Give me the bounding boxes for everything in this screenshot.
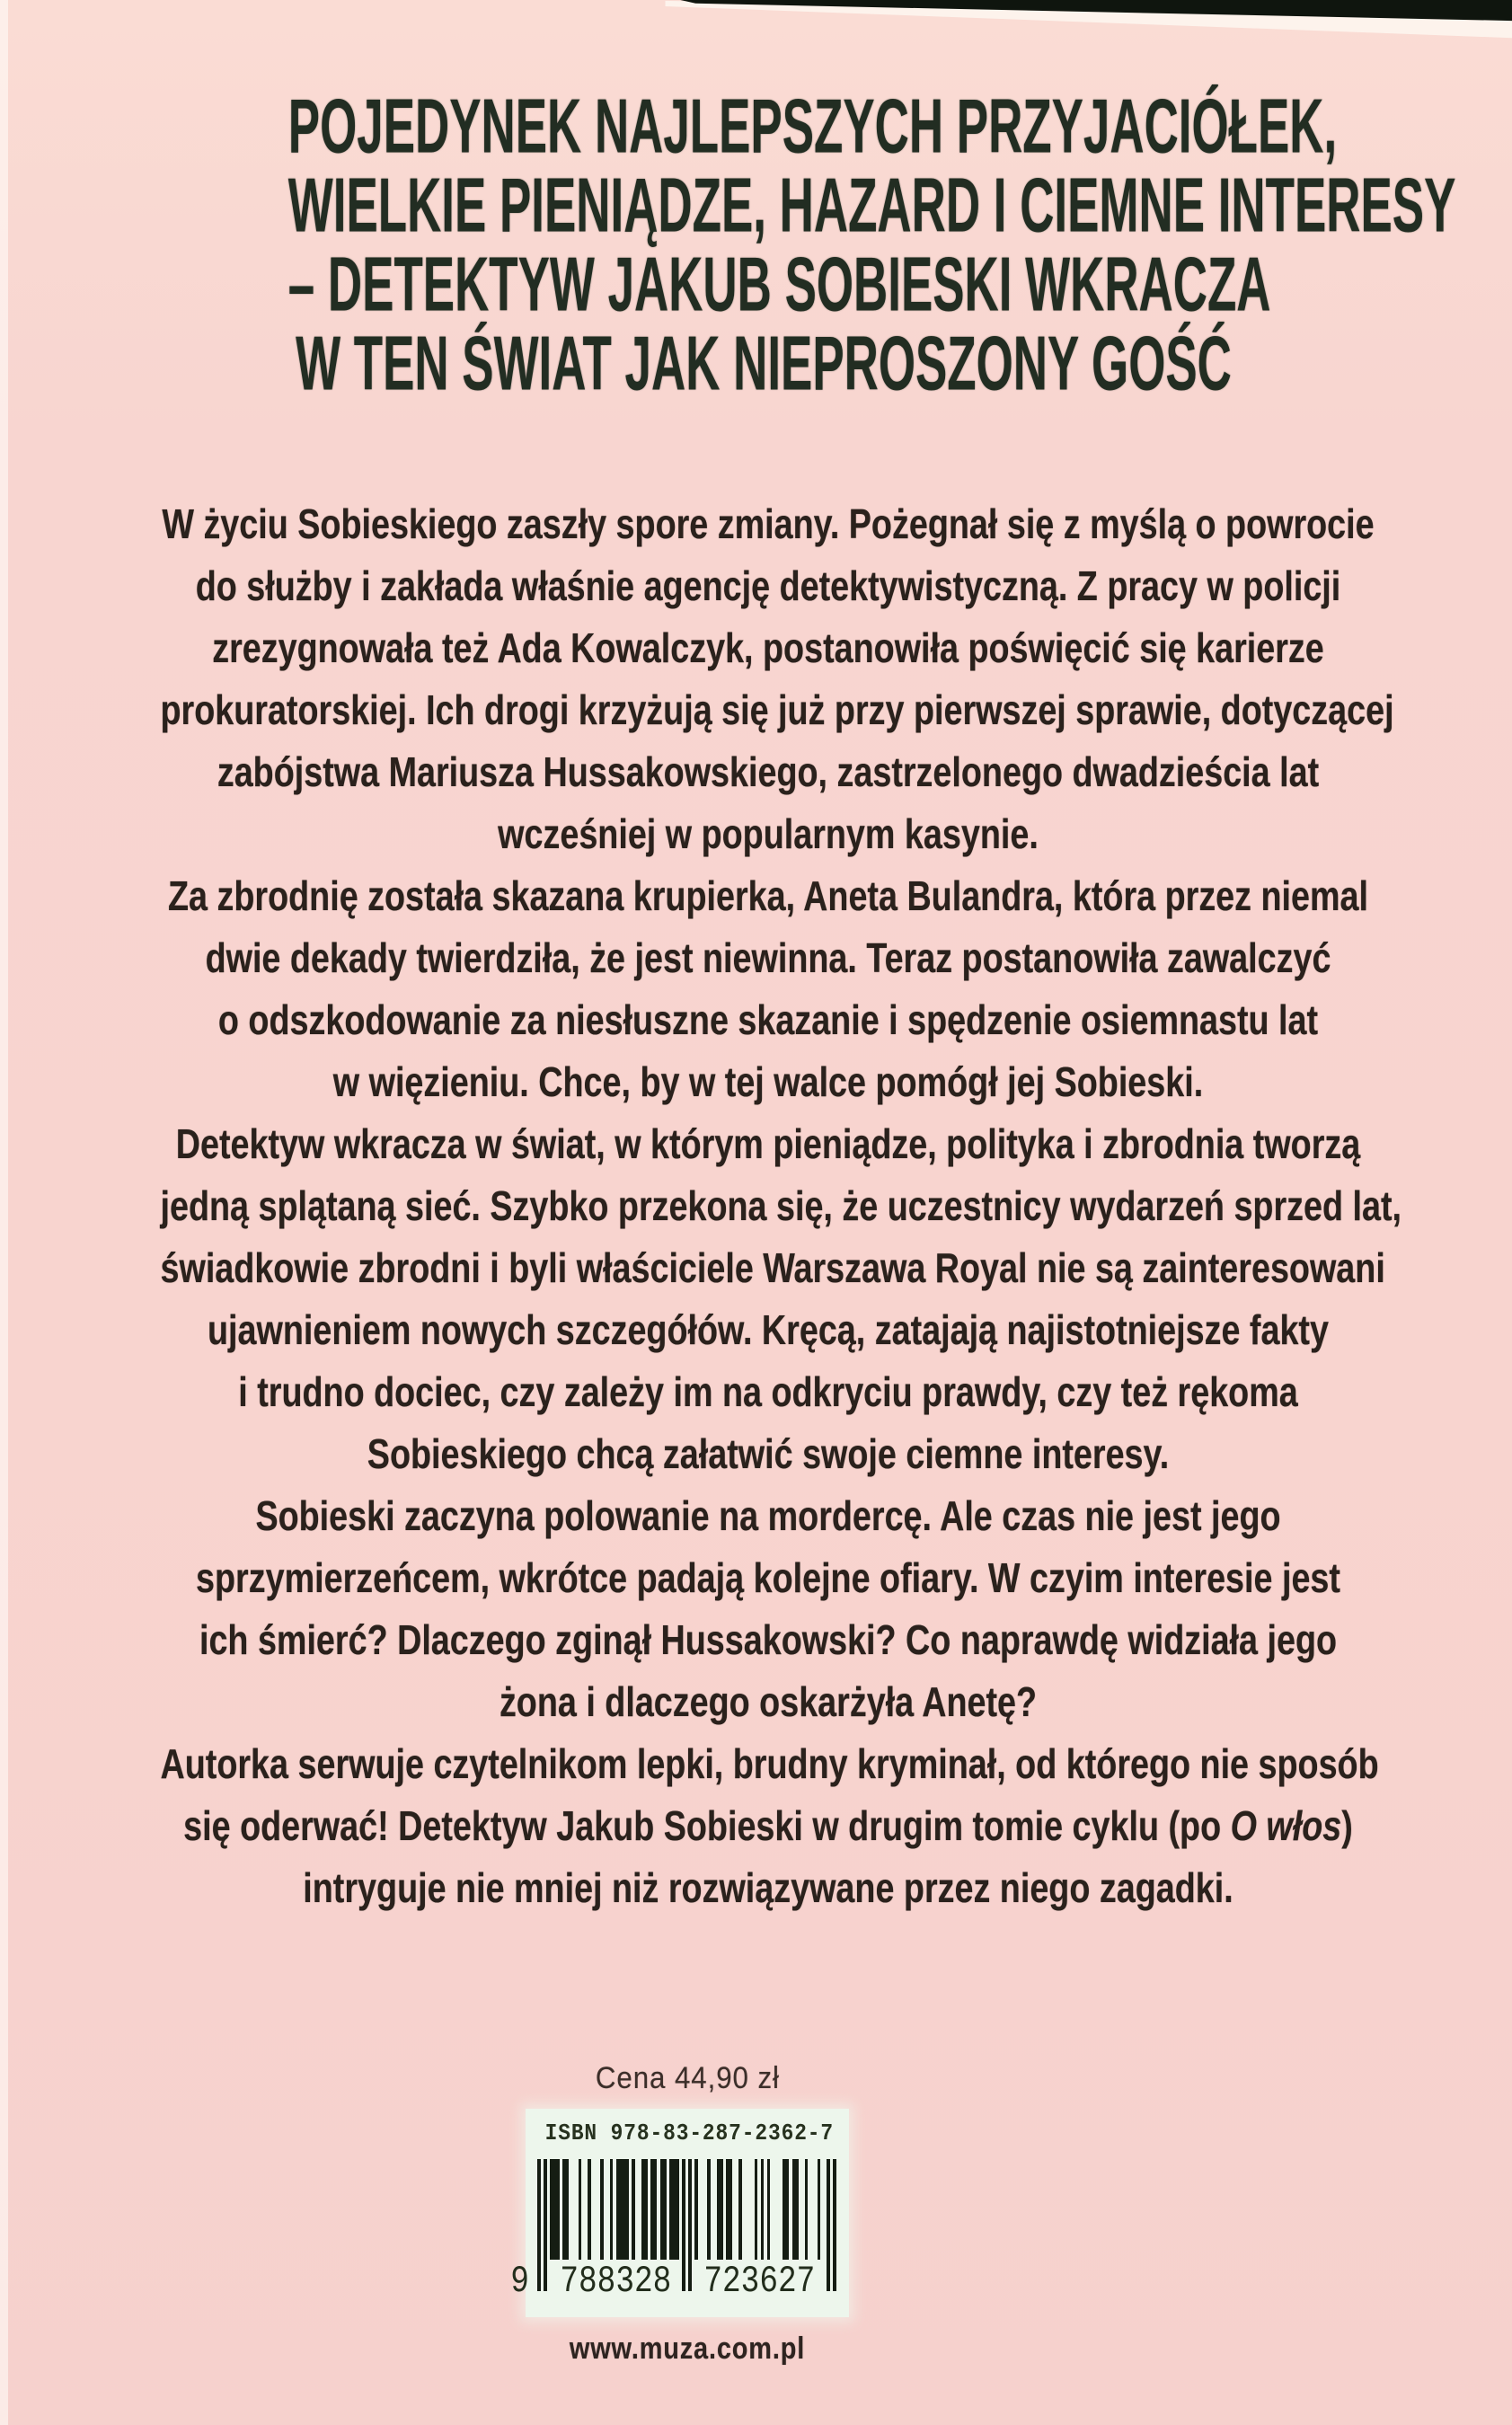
body-line: Detektyw wkracza w świat, w którym pieniądze, polityka i zbrodnia tworzą xyxy=(175,1120,1361,1167)
body-line: Sobieski zaczyna polowanie na mordercę. Ale czas nie jest jego xyxy=(255,1492,1281,1539)
body-line: intryguje nie mniej niż rozwiązywane przez niego zagadki. xyxy=(303,1864,1233,1911)
barcode-digits-left: 788328 xyxy=(560,2260,672,2303)
body-line: zabójstwa Mariusza Hussakowskiego, zastrzelonego dwadzieścia lat xyxy=(217,748,1320,795)
body-line: ujawnieniem nowych szczegółów. Kręcą, zatajają najistotniejsze fakty xyxy=(208,1306,1329,1353)
body-line: Autorka serwuje czytelnikom lepki, brudny kryminał, od którego nie sposób xyxy=(160,1740,1379,1787)
barcode-bar xyxy=(827,2159,830,2291)
body-line: o odszkodowanie za niesłuszne skazanie i spędzenie osiemnastu lat xyxy=(217,996,1319,1043)
barcode-bar xyxy=(726,2159,732,2260)
cover-left-edge-highlight xyxy=(0,0,8,2425)
barcode-digits-right: 723627 xyxy=(703,2260,816,2303)
barcode-bar xyxy=(650,2159,657,2260)
body-line: prokuratorskiej. Ich drogi krzyżują się już przy pierwszej sprawie, dotyczącej xyxy=(160,686,1394,733)
body-line: sprzymierzeńcem, wkrótce padają kolejne ofiary. W czyim interesie jest xyxy=(196,1554,1340,1601)
barcode-digit-lead: 9 xyxy=(510,2260,529,2303)
barcode-bar xyxy=(537,2159,541,2291)
barcode-bar xyxy=(550,2159,560,2260)
body-line: Za zbrodnię została skazana krupierka, Aneta Bulandra, która przez niemal xyxy=(168,872,1368,919)
body-line: do służby i zakłada właśnie agencję detektywistyczną. Z pracy w policji xyxy=(195,562,1341,609)
barcode-bar xyxy=(755,2159,758,2260)
paragraph xyxy=(27,865,1509,1113)
barcode-bar xyxy=(588,2159,591,2260)
synopsis-text xyxy=(27,493,1509,1919)
body-line: wcześniej w popularnym kasynie. xyxy=(498,810,1039,857)
body-line: jedną splątaną sieć. Szybko przekona się, że uczestnicy wydarzeń sprzed lat, xyxy=(160,1182,1401,1229)
barcode-bar xyxy=(616,2159,629,2260)
barcode-bar xyxy=(694,2159,698,2260)
barcode-bar xyxy=(682,2159,685,2291)
body-line: w więzieniu. Chce, by w tej walce pomógł jej Sobieski. xyxy=(332,1058,1204,1105)
barcode-bar xyxy=(688,2159,692,2291)
barcode-bar xyxy=(600,2159,604,2260)
barcode-bar xyxy=(660,2159,667,2260)
barcode-bar xyxy=(767,2159,771,2260)
barcode-bar xyxy=(783,2159,789,2260)
paragraph xyxy=(27,493,1509,865)
barcode-panel xyxy=(510,2109,849,2317)
isbn-label: ISBN 978-83-287-2362-7 xyxy=(544,2120,835,2146)
barcode-bar xyxy=(761,2159,765,2260)
body-line: się oderwać! Detektyw Jakub Sobieski w drugim tomie cyklu (po O włos) xyxy=(183,1802,1353,1849)
barcode-bar xyxy=(610,2159,614,2260)
price-label: Cena 44,90 zł xyxy=(595,2061,780,2095)
headline-line: WIELKIE PIENIĄDZE, HAZARD I CIEMNE INTERESY xyxy=(287,162,1456,248)
barcode-bar xyxy=(544,2159,547,2291)
paragraph xyxy=(27,1113,1509,1485)
barcode-bar xyxy=(833,2159,836,2291)
barcode-bar xyxy=(632,2159,635,2260)
publisher-website: www.muza.com.pl xyxy=(569,2332,806,2366)
barcode-bar xyxy=(792,2159,799,2260)
body-line: W życiu Sobieskiego zaszły spore zmiany. Pożegnał się z myślą o powrocie xyxy=(162,500,1375,547)
barcode-bar xyxy=(707,2159,711,2260)
body-line: dwie dekady twierdziła, że jest niewinna. Teraz postanowiła zawalczyć xyxy=(205,934,1331,981)
barcode-bar xyxy=(717,2159,723,2260)
body-line: ich śmierć? Dlaczego zginął Hussakowski? Co naprawdę widziała jego xyxy=(199,1616,1338,1663)
headline-line: POJEDYNEK NAJLEPSZYCH PRZYJACIÓŁEK, xyxy=(287,83,1338,169)
paragraph xyxy=(27,1485,1509,1733)
body-line: zrezygnowała też Ada Kowalczyk, postanowiła poświęcić się karierze xyxy=(212,624,1324,671)
headline xyxy=(9,83,1512,406)
body-line: i trudno dociec, czy zależy im na odkryciu prawdy, czy też rękoma xyxy=(238,1368,1298,1415)
body-line: świadkowie zbrodni i byli właściciele Warszawa Royal nie są zainteresowani xyxy=(160,1244,1385,1291)
barcode-bar xyxy=(579,2159,582,2260)
headline-line: W TEN ŚWIAT JAK NIEPROSZONY GOŚĆ xyxy=(296,320,1232,406)
barcode-bar xyxy=(669,2159,679,2260)
body-line: Sobieskiego chcą załatwić swoje ciemne interesy. xyxy=(367,1430,1170,1477)
headline-line: – DETEKTYW JAKUB SOBIESKI WKRACZA xyxy=(287,241,1271,327)
barcode-bar xyxy=(641,2159,648,2260)
paragraph xyxy=(27,1733,1509,1919)
ean-barcode xyxy=(510,2159,836,2303)
barcode-bar xyxy=(562,2159,569,2260)
barcode-bar xyxy=(738,2159,742,2260)
barcode-bar xyxy=(805,2159,809,2260)
bottom-block xyxy=(0,2060,1375,2366)
barcode-bar xyxy=(818,2159,821,2260)
body-line: żona i dlaczego oskarżyła Anetę? xyxy=(499,1678,1038,1725)
